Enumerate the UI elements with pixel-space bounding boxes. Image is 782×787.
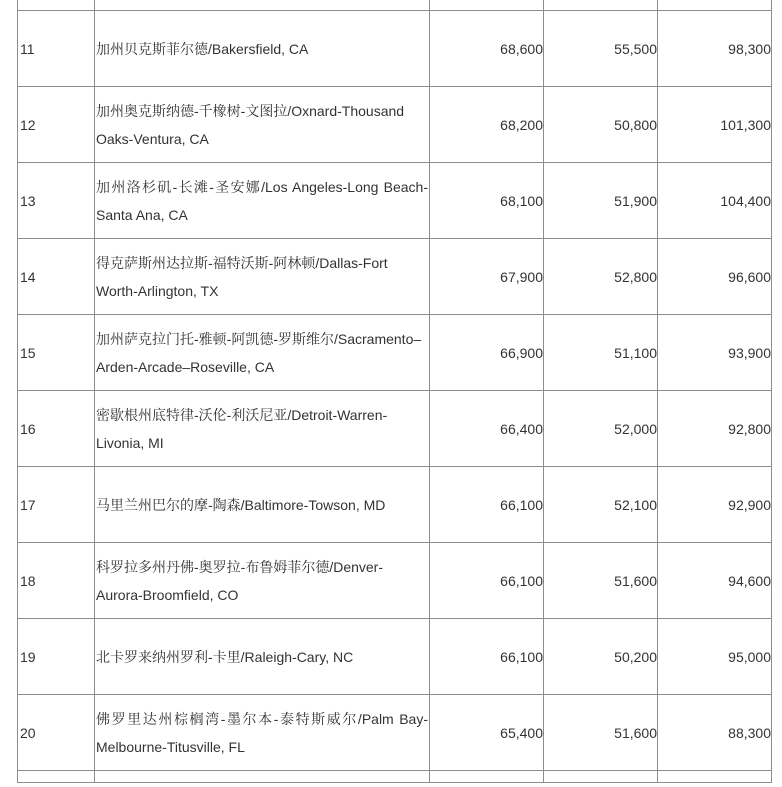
table-row xyxy=(18,695,772,771)
value-cell-2: 50,200 xyxy=(544,619,658,695)
city-name: 加州奥克斯纳德-千橡树-文图拉/Oxnard-Thousand Oaks-Ventura, CA xyxy=(96,102,405,147)
rank-cell: 11 xyxy=(18,11,95,87)
table-body xyxy=(18,0,772,783)
value-cell-1: 66,100 xyxy=(430,467,544,543)
city-cell xyxy=(95,87,430,163)
value-cell-3: 92,900 xyxy=(658,467,772,543)
value-cell xyxy=(658,771,772,783)
table-row xyxy=(18,619,772,695)
value-cell-1: 65,400 xyxy=(430,695,544,771)
value-cell xyxy=(658,0,772,11)
value-cell-1: 66,900 xyxy=(430,315,544,391)
city-name: 加州贝克斯菲尔德/Bakersfield, CA xyxy=(96,40,309,57)
value-cell-3: 96,600 xyxy=(658,239,772,315)
value-cell xyxy=(430,0,544,11)
value-cell-2: 55,500 xyxy=(544,11,658,87)
table-row xyxy=(18,467,772,543)
rank-cell: 15 xyxy=(18,315,95,391)
city-cell xyxy=(95,0,430,11)
value-cell-1: 68,100 xyxy=(430,163,544,239)
rank-cell: 20 xyxy=(18,695,95,771)
city-cell xyxy=(95,163,430,239)
value-cell-3: 92,800 xyxy=(658,391,772,467)
city-cell xyxy=(95,11,430,87)
city-name: 佛罗里达州棕榈湾-墨尔本-泰特斯威尔/Palm Bay-Melbourne-Titusville, FL xyxy=(96,710,428,755)
rank-cell: 17 xyxy=(18,467,95,543)
value-cell-1: 68,200 xyxy=(430,87,544,163)
rank-cell: 12 xyxy=(18,87,95,163)
table-row-partial-bottom xyxy=(18,771,772,783)
city-cell xyxy=(95,315,430,391)
rank-cell: 18 xyxy=(18,543,95,619)
city-cell xyxy=(95,391,430,467)
value-cell-3: 93,900 xyxy=(658,315,772,391)
value-cell xyxy=(544,0,658,11)
value-cell xyxy=(544,771,658,783)
table-row xyxy=(18,163,772,239)
table-row xyxy=(18,391,772,467)
value-cell-2: 51,600 xyxy=(544,543,658,619)
rank-cell: 13 xyxy=(18,163,95,239)
city-name: 得克萨斯州达拉斯-福特沃斯-阿林顿/Dallas-Fort Worth-Arlington, TX xyxy=(96,254,388,299)
city-name: 加州洛杉矶-长滩-圣安娜/Los Angeles-Long Beach-Santa Ana, CA xyxy=(96,178,428,223)
city-cell xyxy=(95,619,430,695)
table-row xyxy=(18,11,772,87)
city-cell xyxy=(95,695,430,771)
city-cell xyxy=(95,771,430,783)
city-name: 马里兰州巴尔的摩-陶森/Baltimore-Towson, MD xyxy=(96,496,386,513)
table-row-partial-top xyxy=(18,0,772,11)
rank-cell: 14 xyxy=(18,239,95,315)
value-cell-2: 52,100 xyxy=(544,467,658,543)
city-cell xyxy=(95,543,430,619)
city-name: 密歇根州底特律-沃伦-利沃尼亚/Detroit-Warren-Livonia, MI xyxy=(96,406,388,451)
city-name: 科罗拉多州丹佛-奥罗拉-布鲁姆菲尔德/Denver-Aurora-Broomfield, CO xyxy=(96,558,384,603)
value-cell-2: 50,800 xyxy=(544,87,658,163)
value-cell-1: 66,100 xyxy=(430,619,544,695)
table-row xyxy=(18,315,772,391)
metro-income-table xyxy=(17,0,772,783)
value-cell-3: 104,400 xyxy=(658,163,772,239)
rank-cell xyxy=(18,771,95,783)
table-row xyxy=(18,87,772,163)
value-cell-2: 52,800 xyxy=(544,239,658,315)
value-cell-3: 101,300 xyxy=(658,87,772,163)
value-cell-1: 66,100 xyxy=(430,543,544,619)
table-row xyxy=(18,543,772,619)
city-name: 加州萨克拉门托-雅顿-阿凯德-罗斯维尔/Sacramento–Arden-Arcade–Roseville, CA xyxy=(96,330,422,375)
rank-cell: 19 xyxy=(18,619,95,695)
city-name: 北卡罗来纳州罗利-卡里/Raleigh-Cary, NC xyxy=(96,648,354,665)
value-cell-2: 51,600 xyxy=(544,695,658,771)
rank-cell: 16 xyxy=(18,391,95,467)
value-cell-3: 98,300 xyxy=(658,11,772,87)
city-cell xyxy=(95,467,430,543)
value-cell-2: 51,900 xyxy=(544,163,658,239)
value-cell-3: 95,000 xyxy=(658,619,772,695)
value-cell-1: 68,600 xyxy=(430,11,544,87)
table-row xyxy=(18,239,772,315)
value-cell-1: 66,400 xyxy=(430,391,544,467)
rank-cell xyxy=(18,0,95,11)
value-cell-1: 67,900 xyxy=(430,239,544,315)
value-cell-3: 88,300 xyxy=(658,695,772,771)
city-cell xyxy=(95,239,430,315)
value-cell xyxy=(430,771,544,783)
value-cell-2: 52,000 xyxy=(544,391,658,467)
value-cell-2: 51,100 xyxy=(544,315,658,391)
value-cell-3: 94,600 xyxy=(658,543,772,619)
